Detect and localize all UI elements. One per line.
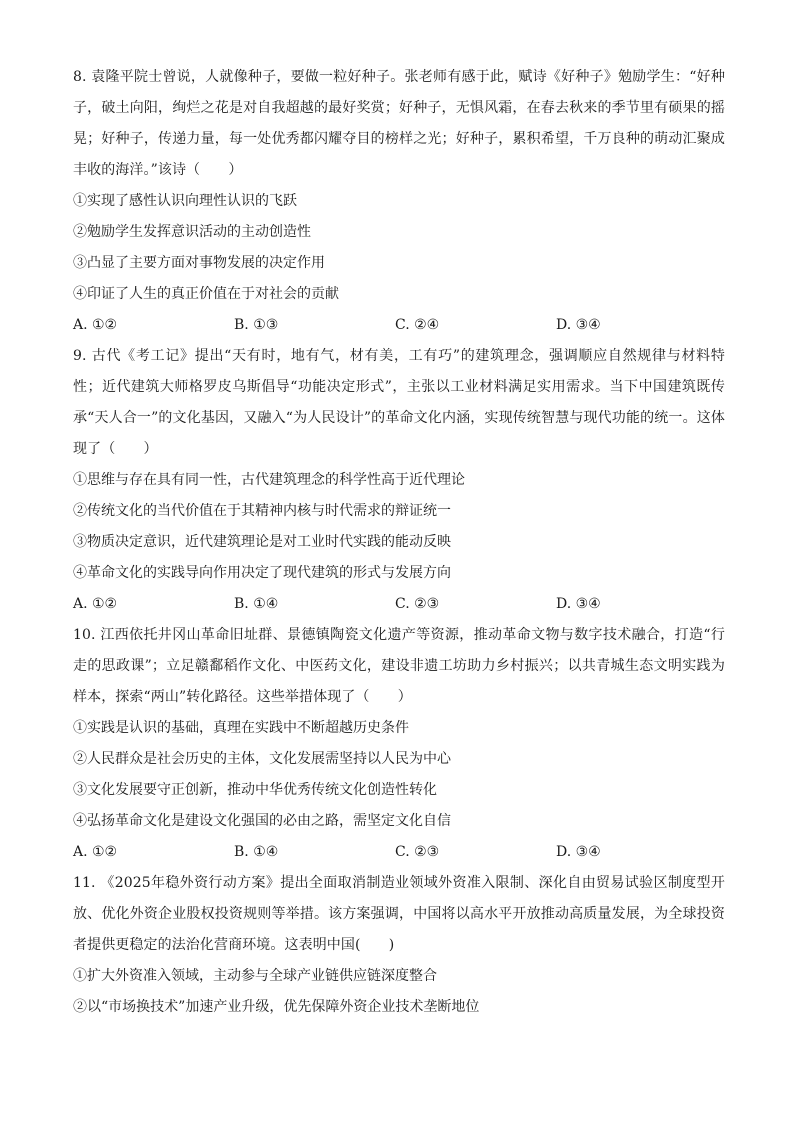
choice-a: A. ①②: [73, 844, 118, 860]
question-9: [73, 341, 725, 620]
statement-1: ①实践是认识的基础，真理在实践中不断超越历史条件: [73, 720, 409, 736]
question-stem: 11. 《2025年稳外资行动方案》提出全面取消制造业领域外资准入限制、深化自由贸易试验区制度型开放、优化外资企业股权投资规则等举措。该方案强调，中国将以高水平开放推动高质量发展，为全球投资者提供更稳定的法治化营商环境。这表明中国( ): [73, 875, 725, 953]
choice-d: D. ③④: [556, 317, 601, 333]
statement-1: ①思维与存在具有同一性，古代建筑理念的科学性高于近代理论: [73, 472, 465, 488]
statement-4: ④印证了人生的真正价值在于对社会的贡献: [73, 286, 339, 302]
question-11: [73, 868, 725, 1023]
answer-choices: [73, 837, 725, 868]
choice-d: D. ③④: [556, 596, 601, 612]
choice-d: D. ③④: [556, 844, 601, 860]
answer-choices: [73, 310, 725, 341]
statement-3: ③凸显了主要方面对事物发展的决定作用: [73, 255, 325, 271]
statement-1: ①实现了感性认识向理性认识的飞跃: [73, 193, 297, 209]
question-stem: 9. 古代《考工记》提出“天有时，地有气，材有美，工有巧”的建筑理念，强调顺应自然规律与材料特性；近代建筑大师格罗皮乌斯倡导“功能决定形式”，主张以工业材料满足实用需求。当下中国建筑既传承“天人合一”的文化基因，又融入“为人民设计”的革命文化内涵，实现传统智慧与现代功能的统一。这体现了（ ）: [73, 348, 725, 457]
statement-2: ②以“市场换技术”加速产业升级，优先保障外资企业技术垄断地位: [73, 999, 480, 1015]
statement-4: ④革命文化的实践导向作用决定了现代建筑的形式与发展方向: [73, 565, 451, 581]
choice-c: C. ②③: [395, 844, 440, 860]
statement-4: ④弘扬革命文化是建设文化强国的必由之路，需坚定文化自信: [73, 813, 451, 829]
answer-choices: [73, 589, 725, 620]
choice-a: A. ①②: [73, 317, 118, 333]
question-stem: 8. 袁隆平院士曾说，人就像种子，要做一粒好种子。张老师有感于此，赋诗《好种子》勉励学生：“好种子，破土向阳，绚烂之花是对自我超越的最好奖赏；好种子，无惧风霜，在春去秋来的季节里有硕果的摇晃；好种子，传递力量，每一处优秀都闪耀夺目的榜样之光；好种子，累积希望，千万良种的萌动汇聚成丰收的海洋。”该诗（ ）: [73, 69, 725, 178]
choice-b: B. ①③: [234, 317, 279, 333]
choice-b: B. ①④: [234, 844, 279, 860]
choice-a: A. ①②: [73, 596, 118, 612]
statement-2: ②传统文化的当代价值在于其精神内核与时代需求的辩证统一: [73, 503, 451, 519]
exam-page: [73, 62, 725, 1023]
choice-c: C. ②④: [395, 317, 440, 333]
question-stem: 10. 江西依托井冈山革命旧址群、景德镇陶瓷文化遗产等资源，推动革命文物与数字技术融合，打造“行走的思政课”；立足赣鄱稻作文化、中医药文化，建设非遗工坊助力乡村振兴；以共青城生态文明实践为样本，探索“两山”转化路径。这些举措体现了（ ）: [73, 627, 725, 705]
statement-3: ③物质决定意识，近代建筑理论是对工业时代实践的能动反映: [73, 534, 451, 550]
choice-b: B. ①④: [234, 596, 279, 612]
choice-c: C. ②③: [395, 596, 440, 612]
question-10: [73, 620, 725, 868]
question-8: [73, 62, 725, 341]
statement-2: ②勉励学生发挥意识活动的主动创造性: [73, 224, 311, 240]
statement-3: ③文化发展要守正创新，推动中华优秀传统文化创造性转化: [73, 782, 437, 798]
statement-1: ①扩大外资准入领域，主动参与全球产业链供应链深度整合: [73, 968, 437, 984]
statement-2: ②人民群众是社会历史的主体，文化发展需坚持以人民为中心: [73, 751, 451, 767]
